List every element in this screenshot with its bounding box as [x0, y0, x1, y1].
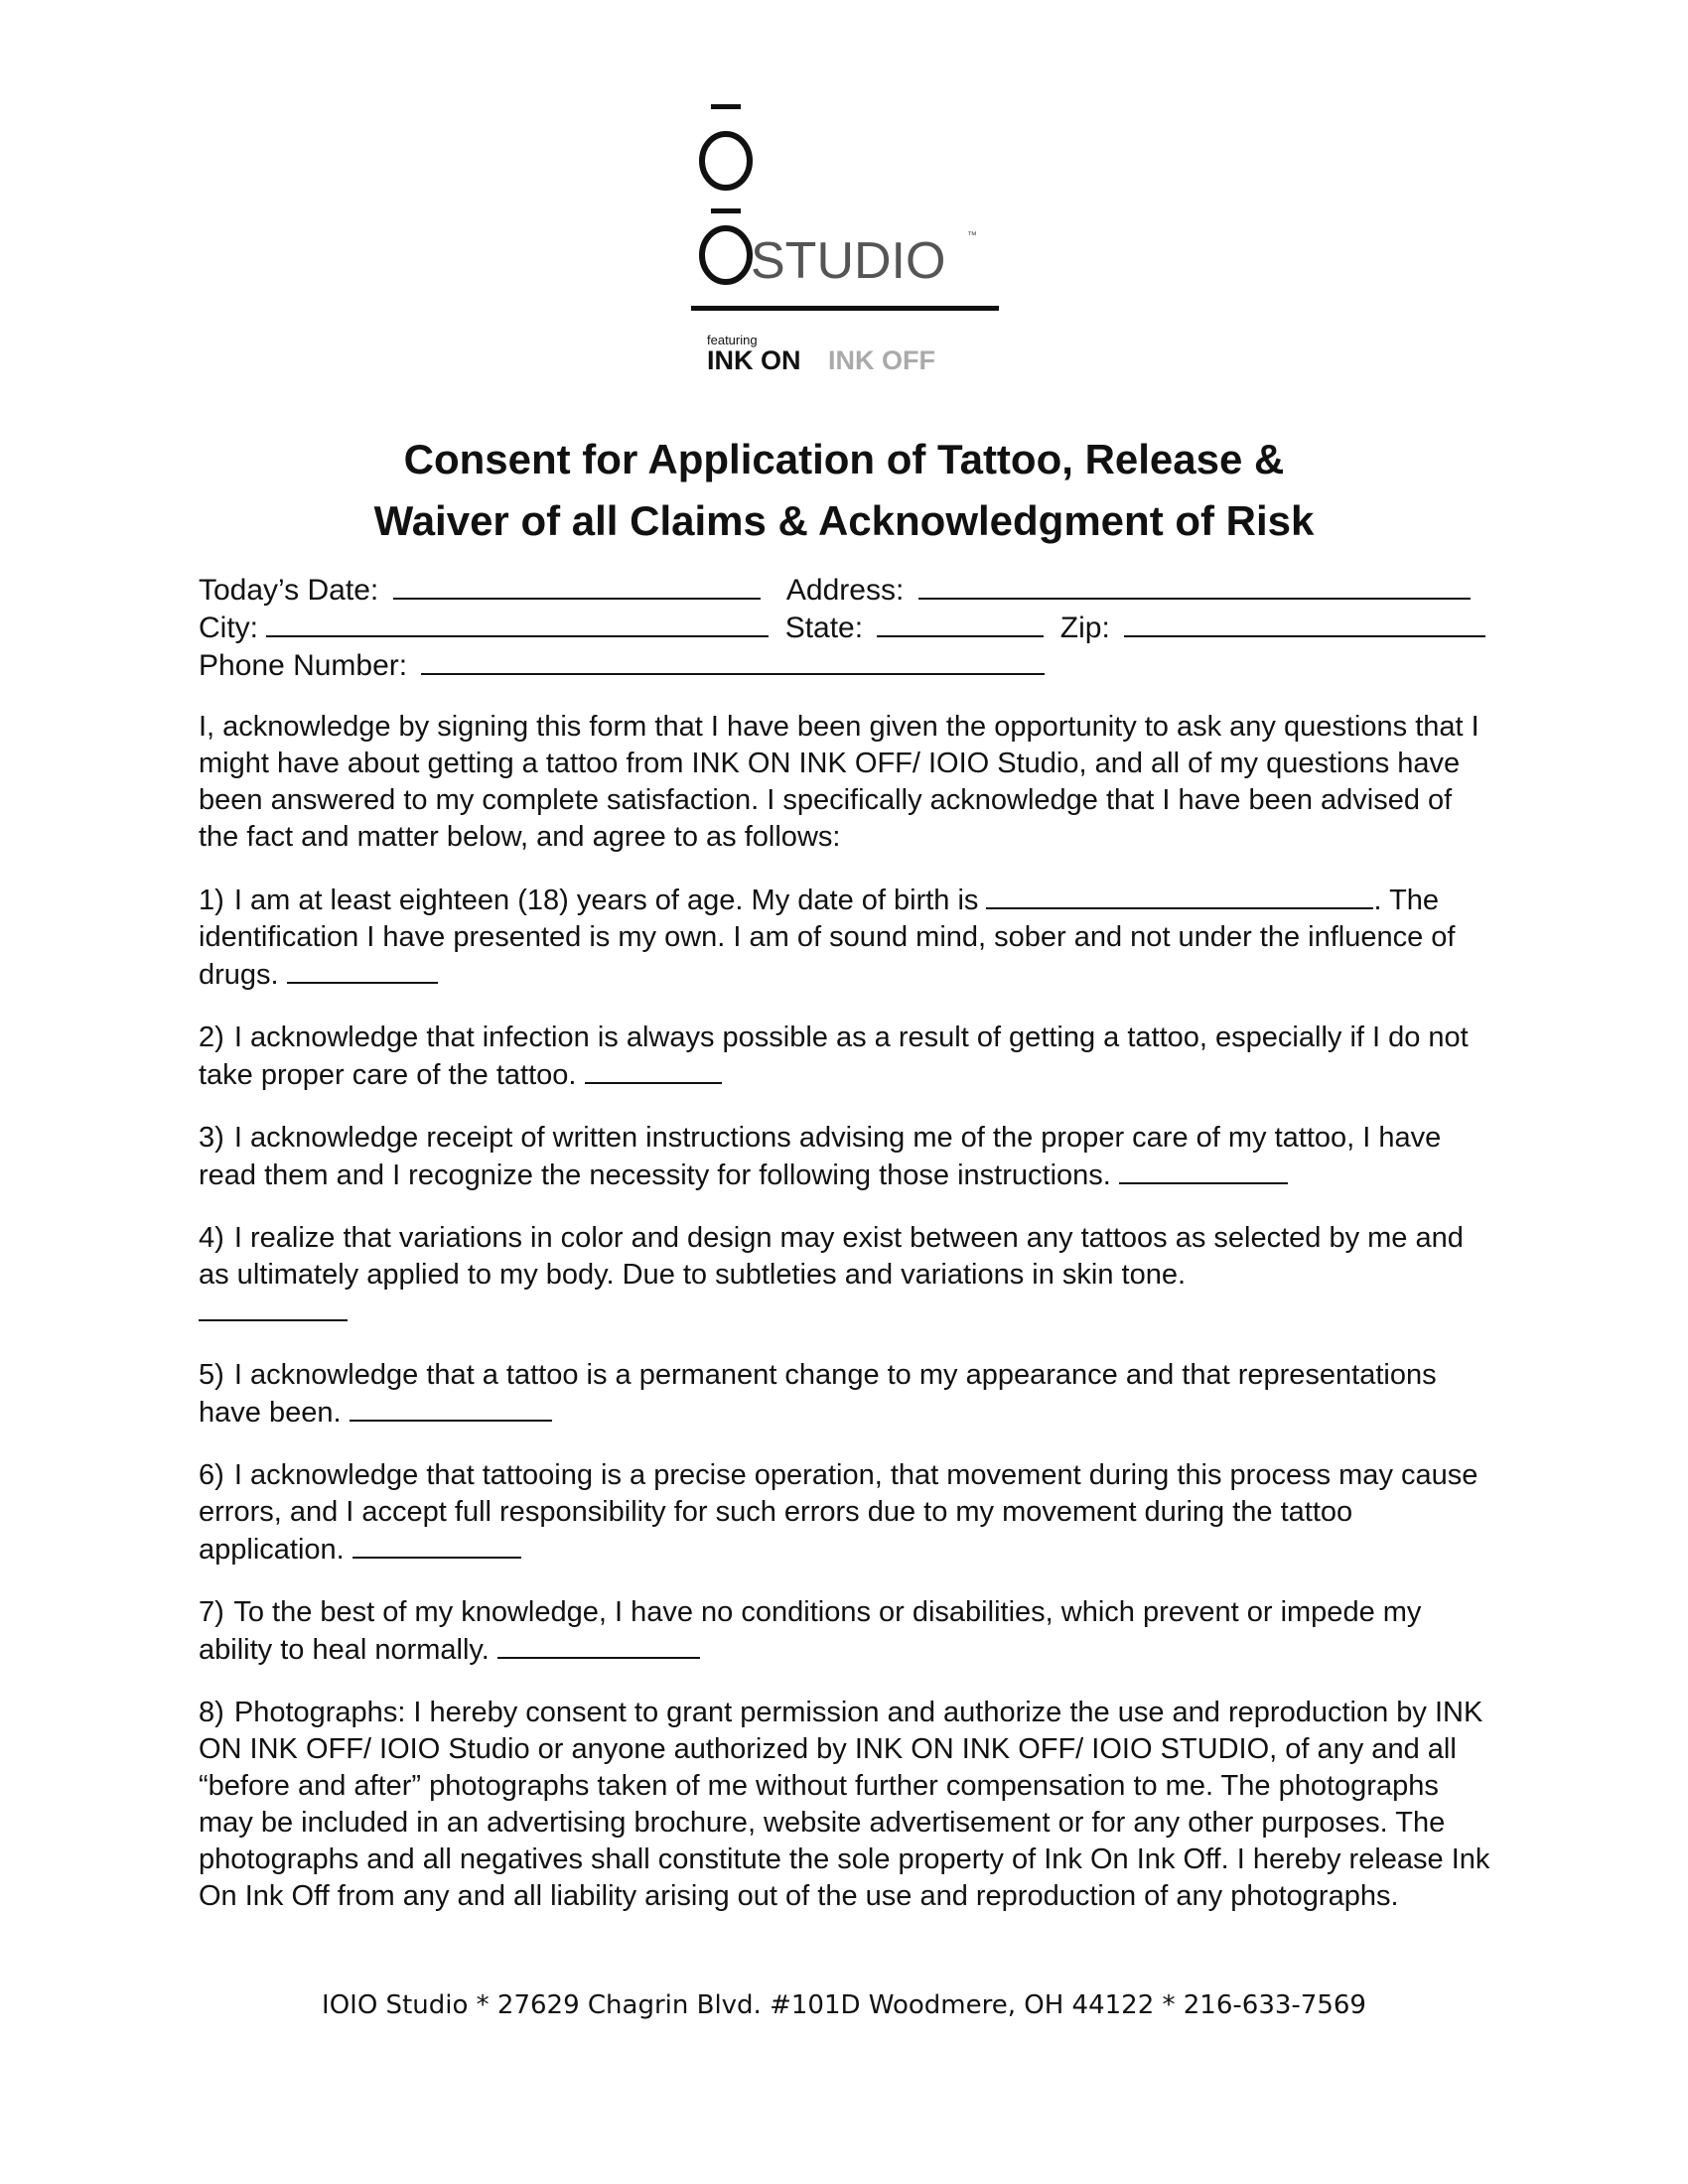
- logo-ink-off: INK OFF: [828, 345, 935, 375]
- consent-item-7: 7) To the best of my knowledge, I have no conditions or disabilities, which prevent or impede my ability to heal normally.: [199, 1596, 1422, 1666]
- address-field[interactable]: [918, 570, 1471, 600]
- state-field[interactable]: [877, 608, 1044, 637]
- initials-field-4[interactable]: [199, 1294, 348, 1321]
- initials-field-1[interactable]: [287, 956, 438, 984]
- title-line-2: Waiver of all Claims & Acknowledgment of Risk: [373, 497, 1315, 544]
- ioio-studio-logo: [681, 99, 1009, 387]
- logo-ink-on: INK ON: [707, 345, 801, 375]
- date-of-birth-field[interactable]: [986, 882, 1373, 909]
- consent-item-8: 8) Photographs: I hereby consent to grant permission and authorize the use and reproduction by INK ON INK OFF/ IOIO Studio or anyone authorized by INK ON INK OFF/ IOIO STUDIO, of any and all “before and after” photographs taken of me without further compensation to me. The photographs may be included in an advertising brochure, website advertisement or for any other purposes. The photographs and all negatives shall constitute the sole property of Ink On Ink Off. I hereby release Ink On Ink Off from any and all liability arising out of the use and reproduction of any photographs.: [199, 1697, 1490, 1912]
- consent-item-2: 2) I acknowledge that infection is always possible as a result of getting a tattoo, especially if I do not take proper care of the tattoo.: [199, 1022, 1469, 1091]
- initials-field-2[interactable]: [585, 1056, 722, 1084]
- intro-paragraph: I, acknowledge by signing this form that I have been given the opportunity to ask any questions that I might have about getting a tattoo from INK ON INK OFF/ IOIO Studio, and all of my questions have been answered to my complete satisfaction. I specifically acknowledge that I have been advised of the fact and matter below, and agree to as follows:: [199, 711, 1479, 853]
- initials-field-7[interactable]: [497, 1631, 700, 1659]
- form-title: [0, 429, 1688, 552]
- phone-label: Phone Number:: [199, 649, 408, 682]
- initials-field-5[interactable]: [350, 1394, 552, 1422]
- initials-field-3[interactable]: [1119, 1157, 1288, 1184]
- row-city-state-zip: [199, 608, 1485, 645]
- consent-item-3: 3) I acknowledge receipt of written instructions advising me of the proper care of my tattoo, I have read them and I recognize the necessity for following those instructions.: [199, 1122, 1442, 1191]
- personal-info-fields: [199, 570, 1485, 683]
- consent-item-6: 6) I acknowledge that tattooing is a precise operation, that movement during this process may cause errors, and I accept full responsibility for such errors due to my movement during the tattoo application.: [199, 1459, 1478, 1566]
- logo-studio-text: STUDIO: [751, 232, 946, 290]
- todays-date-field[interactable]: [393, 570, 761, 600]
- consent-item-4: 4) I realize that variations in color and design may exist between any tattoos as selected by me and as ultimately applied to my body. Due to subtleties and variations in skin tone.: [199, 1220, 1499, 1331]
- title-line-1: Consent for Application of Tattoo, Release &: [403, 436, 1285, 482]
- initials-field-6[interactable]: [352, 1531, 521, 1559]
- consent-body: [199, 709, 1499, 1941]
- consent-item-5: 5) I acknowledge that a tattoo is a permanent change to my appearance and that representations have been.: [199, 1359, 1437, 1429]
- row-date-address: [199, 570, 1485, 608]
- row-phone: [199, 645, 1485, 683]
- todays-date-label: Today’s Date:: [199, 574, 379, 607]
- city-label: City:: [199, 612, 258, 644]
- logo-tm: ™: [967, 230, 977, 241]
- studio-address-footer: IOIO Studio * 27629 Chagrin Blvd. #101D Woodmere, OH 44122 * 216-633-7569: [322, 1990, 1366, 2020]
- logo-graphic: [681, 99, 1009, 387]
- phone-field[interactable]: [421, 645, 1045, 675]
- state-label: State:: [784, 612, 864, 644]
- zip-label: Zip:: [1059, 612, 1110, 644]
- zip-field[interactable]: [1124, 608, 1485, 637]
- city-field[interactable]: [266, 608, 769, 637]
- logo-featuring: featuring: [707, 333, 758, 347]
- address-label: Address:: [785, 574, 905, 607]
- consent-item-1: 1) I am at least eighteen (18) years of age. My date of birth is . The identification I have presented is my own. I am of sound mind, sober and not under the influence of drugs.: [199, 882, 1499, 994]
